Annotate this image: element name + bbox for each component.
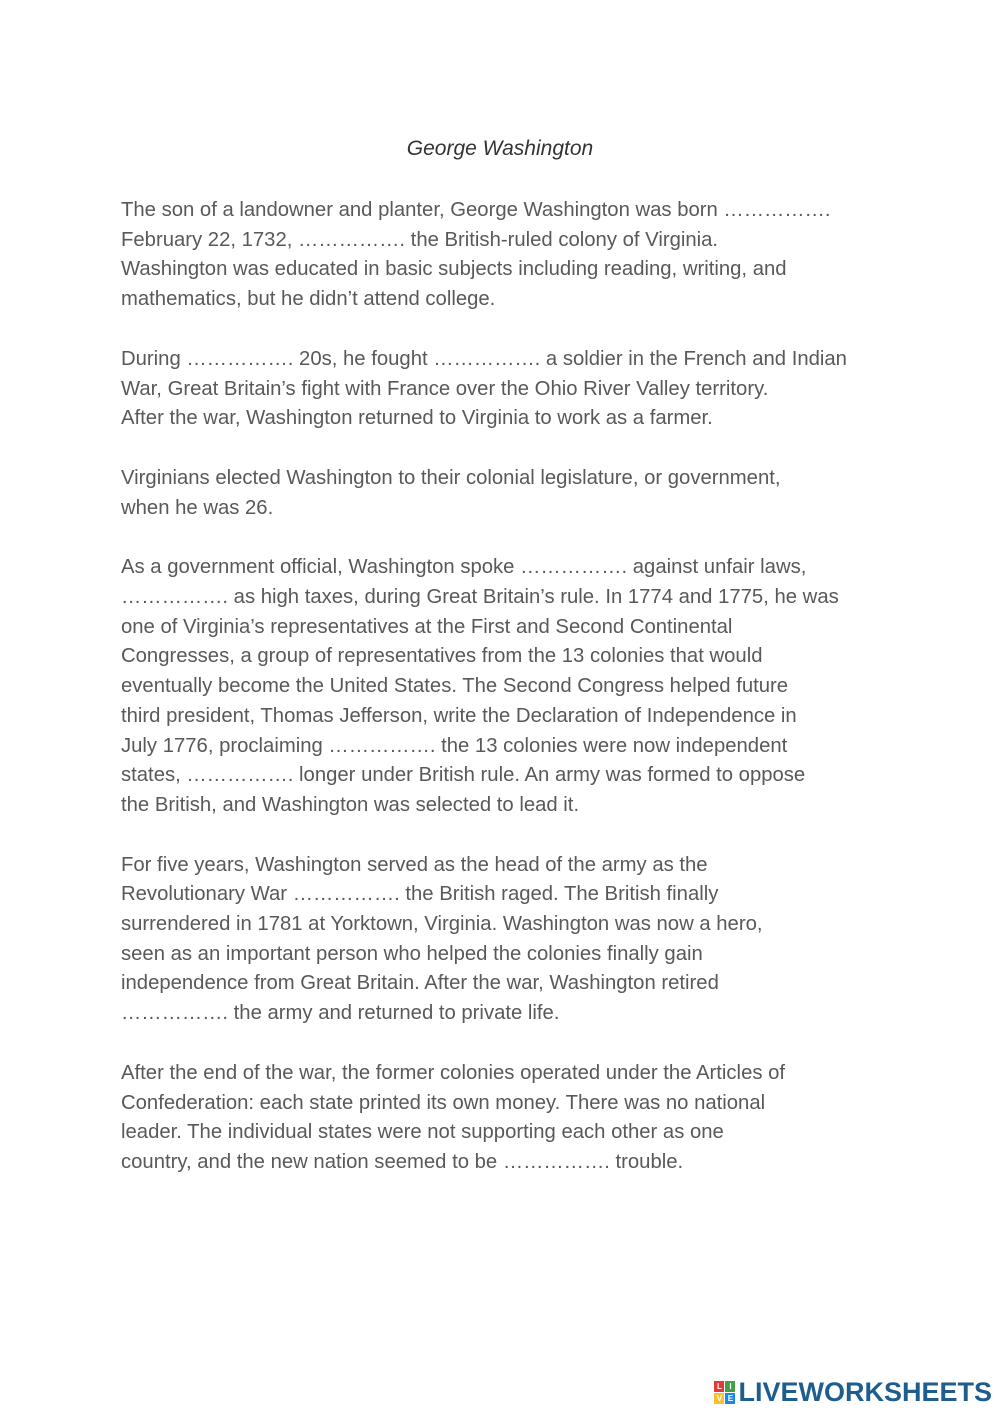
watermark-text: LIVEWORKSHEETS — [738, 1377, 992, 1407]
text-line: one of Virginia’s representatives at the First and Second Continental — [121, 615, 733, 638]
text-line: ……………. as high taxes, during Great Britain’s rule. In 1774 and 1775, he was — [121, 586, 839, 609]
text-line: third president, Thomas Jefferson, write the Declaration of Independence in — [121, 704, 797, 727]
document-body — [121, 196, 891, 1208]
text-line: the British, and Washington was selected to lead it. — [121, 793, 580, 816]
text-line: The son of a landowner and planter, George Washington was born ……………. — [121, 199, 831, 221]
text-line: As a government official, Washington spoke ……………. against unfair laws, — [121, 556, 807, 579]
text-line: ……………. the army and returned to private life. — [121, 1002, 560, 1025]
paragraph — [121, 345, 891, 434]
document-title: George Washington — [406, 137, 594, 160]
text-line: mathematics, but he didn’t attend college. — [121, 288, 496, 311]
paragraph — [121, 464, 891, 523]
text-line: eventually become the United States. The Second Congress helped future — [121, 675, 789, 698]
paragraph — [121, 851, 891, 1029]
text-line: After the end of the war, the former colonies operated under the Articles of — [121, 1061, 786, 1084]
text-line: July 1776, proclaiming ……………. the 13 colonies were now independent — [121, 734, 788, 757]
paragraph — [121, 1059, 891, 1178]
liveworksheets-watermark — [714, 1377, 992, 1407]
text-line: surrendered in 1781 at Yorktown, Virginia. Washington was now a hero, — [121, 913, 763, 936]
logo-letter: I — [725, 1381, 735, 1392]
text-line: Confederation: each state printed its own money. There was no national — [121, 1091, 766, 1114]
text-line: seen as an important person who helped the colonies finally gain — [121, 942, 703, 965]
text-line: War, Great Britain’s fight with France over the Ohio River Valley territory. — [121, 377, 769, 400]
text-line: when he was 26. — [121, 496, 274, 519]
logo-letter: E — [725, 1393, 735, 1404]
text-line: Virginians elected Washington to their colonial legislature, or government, — [121, 466, 781, 489]
liveworksheets-logo-icon — [714, 1381, 735, 1404]
logo-letter: L — [714, 1381, 724, 1392]
text-line: Revolutionary War ……………. the British raged. The British finally — [121, 883, 719, 906]
text-line: country, and the new nation seemed to be ……………. trouble. — [121, 1150, 684, 1173]
paragraph — [121, 553, 891, 820]
text-line: states, ……………. longer under British rule. An army was formed to oppose — [121, 764, 806, 787]
text-line: leader. The individual states were not supporting each other as one — [121, 1121, 724, 1144]
text-line: February 22, 1732, ……………. the British-ruled colony of Virginia. — [121, 228, 719, 251]
text-line: After the war, Washington returned to Virginia to work as a farmer. — [121, 407, 713, 430]
text-line: For five years, Washington served as the head of the army as the — [121, 853, 708, 876]
paragraph — [121, 196, 891, 315]
text-line: Congresses, a group of representatives from the 13 colonies that would — [121, 645, 763, 668]
logo-letter: V — [714, 1393, 724, 1404]
text-line: During ……………. 20s, he fought ……………. a soldier in the French and Indian — [121, 347, 847, 370]
text-line: Washington was educated in basic subjects including reading, writing, and — [121, 258, 787, 281]
text-line: independence from Great Britain. After the war, Washington retired — [121, 972, 719, 995]
